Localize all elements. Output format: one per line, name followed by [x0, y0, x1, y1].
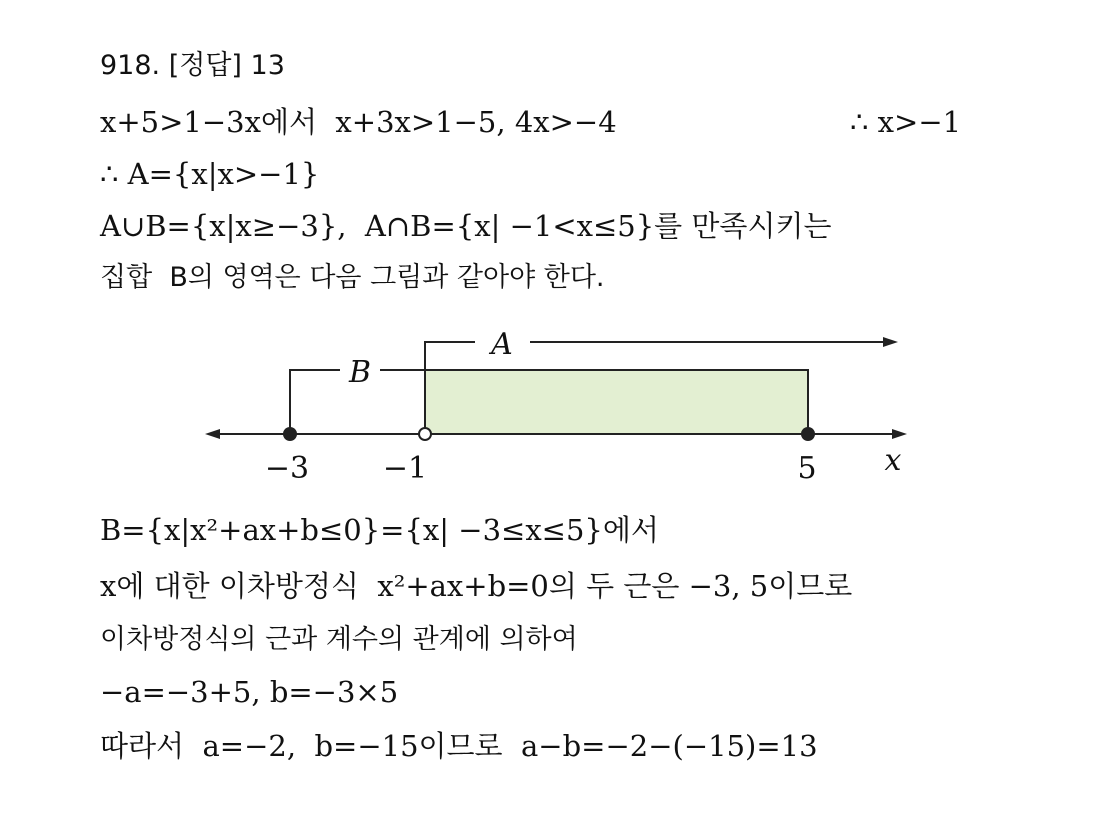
region-statement: 집합 B의 영역은 다음 그림과 같아야 한다.: [100, 262, 605, 293]
step-inequality: x+5>1−3x에서 x+3x>1−5, 4x>−4: [100, 105, 617, 139]
set-a-label: A: [491, 327, 513, 362]
set-a-definition: ∴ A={x|x>−1}: [100, 157, 320, 191]
vieta-equations: −a=−3+5, b=−3×5: [100, 675, 399, 709]
point-closed-minus-3: [283, 427, 297, 441]
number-line-left-arrow: [205, 429, 220, 439]
step-result: ∴ x>−1: [850, 105, 962, 139]
tick-label-minus-1: −1: [382, 451, 428, 486]
final-answer: 따라서 a=−2, b=−15이므로 a−b=−2−(−15)=13: [100, 729, 818, 763]
axis-label-x: x: [884, 443, 902, 478]
point-closed-5: [801, 427, 815, 441]
tick-label-minus-3: −3: [264, 451, 310, 486]
number-line-right-arrow: [892, 429, 907, 439]
tick-label-5: 5: [797, 451, 817, 486]
union-intersection-condition: A∪B={x|x≥−3}, A∩B={x| −1<x≤5}를 만족시키는: [100, 209, 832, 243]
set-b-bracket-left: [290, 370, 340, 434]
set-b-label: B: [348, 355, 372, 390]
number-line-diagram: [195, 318, 915, 488]
vieta-statement: 이차방정식의 근과 계수의 관계에 의하여: [100, 624, 578, 655]
intersection-region: [425, 370, 808, 434]
roots-statement: x에 대한 이차방정식 x²+ax+b=0의 두 근은 −3, 5이므로: [100, 569, 853, 603]
point-open-minus-1: [419, 428, 431, 440]
problem-heading: 918. [정답] 13: [100, 50, 285, 81]
set-b-definition: B={x|x²+ax+b≤0}={x| −3≤x≤5}에서: [100, 513, 659, 547]
set-a-arrowhead: [883, 337, 898, 347]
